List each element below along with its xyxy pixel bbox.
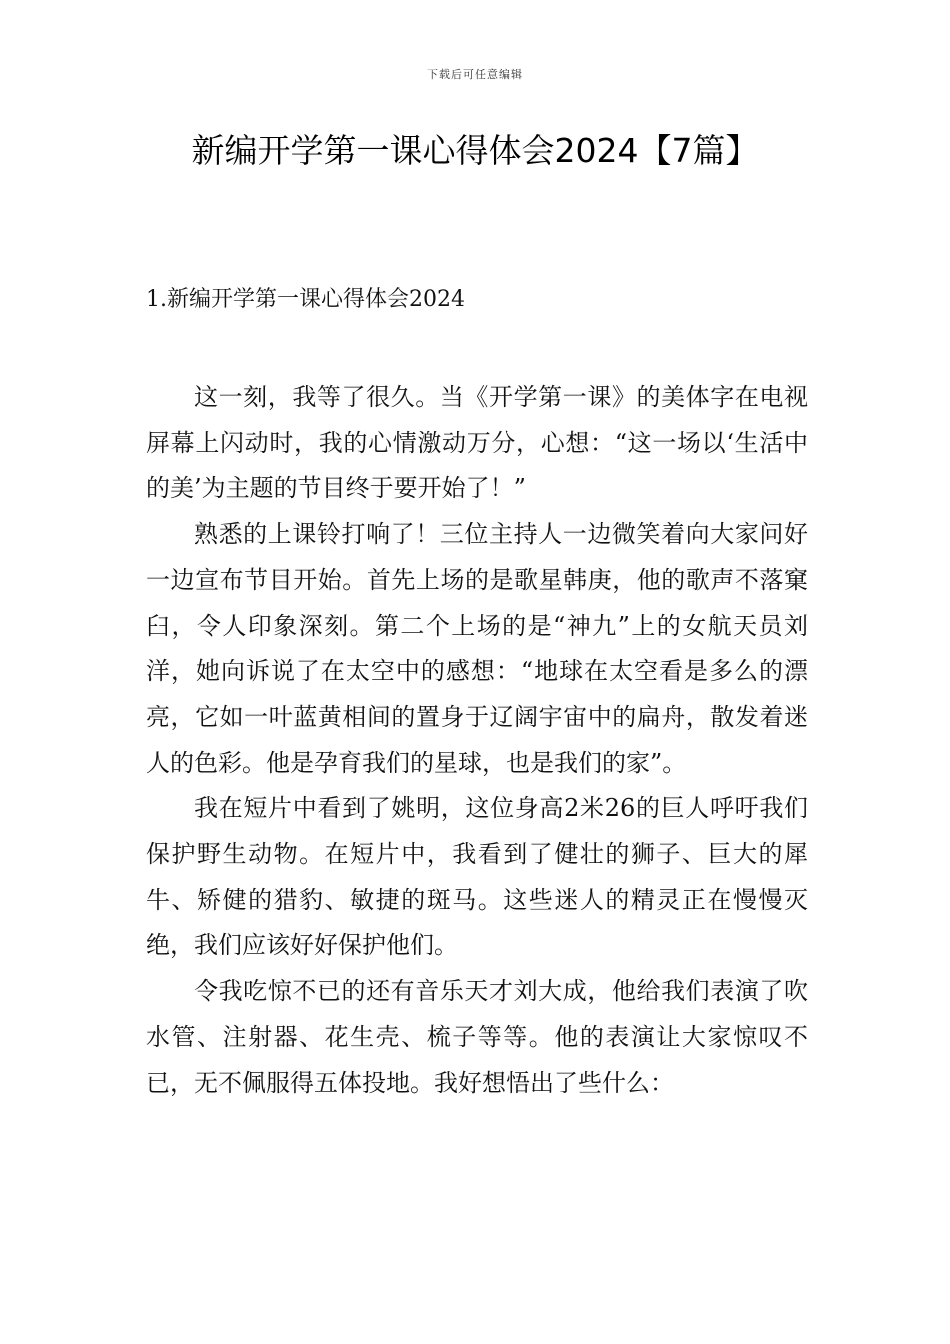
body-text (146, 375, 808, 1106)
document-title: 新编开学第一课心得体会2024【7篇】 (191, 131, 759, 170)
paragraph: 我在短片中看到了姚明，这位身高2米26的巨人呼吁我们保护野生动物。在短片中，我看到了健壮的狮子、巨大的犀牛、矫健的猎豹、敏捷的斑马。这些迷人的精灵正在慢慢灭绝，我们应该好好保护他们。 (146, 794, 808, 960)
paragraph: 熟悉的上课铃打响了！三位主持人一边微笑着向大家问好一边宣布节目开始。首先上场的是歌星韩庚，他的歌声不落窠臼，令人印象深刻。第二个上场的是“神九”上的女航天员刘洋，她向诉说了在太空中的感想：“地球在太空看是多么的漂亮，它如一叶蓝黄相间的置身于辽阔宇宙中的扁舟，散发着迷人的色彩。他是孕育我们的星球，也是我们的家”。 (146, 520, 808, 777)
section-heading: 1.新编开学第一课心得体会2024 (146, 287, 465, 312)
paragraph: 令我吃惊不已的还有音乐天才刘大成，他给我们表演了吹水管、注射器、花生壳、梳子等等。他的表演让大家惊叹不已，无不佩服得五体投地。我好想悟出了些什么： (146, 977, 808, 1097)
header-note: 下载后可任意编辑 (427, 68, 523, 81)
paragraph: 这一刻，我等了很久。当《开学第一课》的美体字在电视屏幕上闪动时，我的心情激动万分，心想：“这一场以‘生活中的美’为主题的节目终于要开始了！” (146, 383, 808, 503)
